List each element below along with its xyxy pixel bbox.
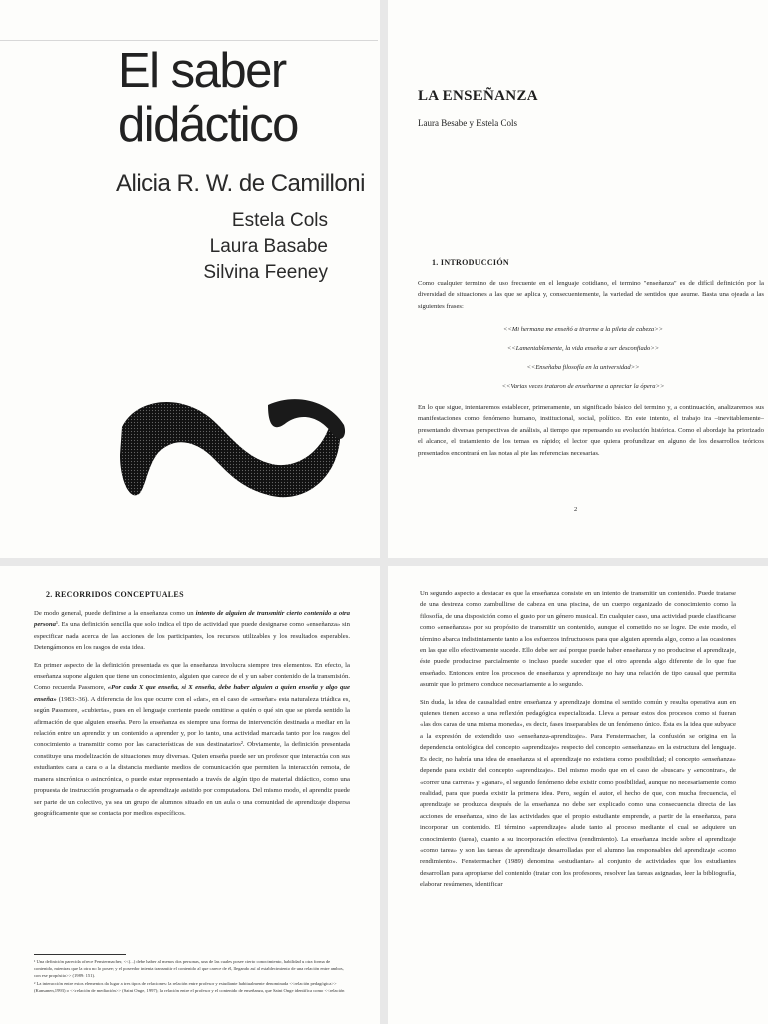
chapter-authors: Laura Besabe y Estela Cols bbox=[418, 118, 517, 128]
continuation-page bbox=[388, 566, 768, 1024]
page-number: 2 bbox=[574, 506, 578, 513]
paragraph bbox=[34, 608, 350, 654]
book-title-line-2: didáctico bbox=[118, 98, 298, 152]
coauthor: Silvina Feeney bbox=[203, 262, 328, 283]
passmore-quote: «Por cada X que enseña, si X enseña, debe haber alguien a quien enseña y algo que enseña» bbox=[34, 684, 350, 703]
paragraph-text: (1983:-36). A diferencia de los que ocurre con el «dar», en el caso de «enseñar» esta naturaleza triádica es, según Passmore, «cubierta», pues en el lenguaje corriente puede omitirse a quién o qué sin que se pierda sentido la afirmación de que alguien enseña. Pero la enseñanza es siempre una forma de intervención destinada a mediar en la relación entre un aprendiz y un contenido a aprender y, por lo tanto, una actividad marcada tanto por los rasgos del conocimiento a transmitir como por las características de sus destinatarios². Obviamente, la definición presentada constituye una modelización de situaciones muy diversas. Quien enseña puede ser un profesor que interactúa con sus estudiantes cara a cara o a la distancia mediante medios de comunicación que permiten la interacción remota, de manera sincrónica o asincrónica, o puede estar representado a través de algún tipo de material didáctico, como una propuesta de instrucción programada o de aprendizaje asistido por computadora. Del mismo modo, el aprendiz puede ser parte de un colectivo, ya sea un grupo de alumnos situado en un aula o una comunidad de aprendizaje dispersa geográficamente que se contacta por medios específicos. bbox=[34, 695, 350, 817]
coauthors-list bbox=[160, 208, 370, 286]
paragraph-text: En lo que sigue, intentaremos establecer, primeramente, un significado básico del termino y, a continuación, analizaremos sus manifestaciones como fenómeno humano, institucional, social, político. En este intento, el trabajo ira –inevitablemente– presentando diversas perspectivas de análisis, al tiempo que repensando su evolución histórica. Como el abordaje ha priorizado el alcance, el tratamiento de los temas es rápido; el lector que quiera profundizar en alguno de los desarrollos teóricos presentados encontrará en las notas al pie las referencias necesarias. bbox=[418, 404, 764, 457]
quote-line: <<Lamentablemente, la vida enseña a ser desconfiado>> bbox=[506, 345, 660, 352]
section-heading-introduccion: 1. INTRODUCCIÓN bbox=[432, 258, 509, 267]
paragraph-text: De modo general, puede definirse a la enseñanza como un bbox=[34, 610, 196, 617]
book-title bbox=[118, 44, 368, 152]
quote-line: <<Varias veces trataron de enseñarme a apreciar la ópera>> bbox=[501, 383, 665, 390]
concepts-page bbox=[0, 566, 380, 1024]
paragraph-text: Como cualquier termino de uso frecuente en el lenguaje cotidiano, el termino "enseñanza" es de difícil definición por la diversidad de situaciones a las que se aplica y, consecuentemente, la variedad de sentidos que asume. Basta una ojeada a las siguientes frases: bbox=[418, 280, 764, 310]
chapter-intro-page bbox=[388, 0, 768, 558]
footnote-divider bbox=[34, 954, 126, 955]
coauthor: Estela Cols bbox=[231, 210, 328, 231]
section-heading-recorridos: 2. RECORRIDOS CONCEPTUALES bbox=[46, 590, 184, 599]
footnote: ² La interacción entre estos elementos da lugar a tres tipos de relaciones: la relación entre profesor y estudiante habitualmente denominada <<relación pedagógica>> (Kansanen,1993) o <<relación de mediación>> (Saint Onge, 1997); la relación entre el profesor y el contenido de enseñanza, que Saint Onge identifica como <<relación bbox=[34, 980, 345, 993]
concepts-body bbox=[34, 608, 350, 825]
coauthor: Laura Basabe bbox=[209, 236, 328, 257]
intro-paragraph-1 bbox=[418, 278, 764, 318]
quote-line: <<Enseñaba filosofía en la universidad>> bbox=[526, 364, 640, 371]
paragraph-text: Sin duda, la idea de causalidad entre enseñanza y aprendizaje domina el sentido común y resulta operativa aun en quienes tienen acceso a una reflexión pedagógica especializada. Lleva a pensar estos dos procesos como si fueran «las dos caras de una misma moneda», es decir, fases inseparables de un fenómeno único. Ésta es la idea que subyace a la expresión de extendido uso «enseñanza-aprendizaje». Para Fenstermacher, la confusión se origina en la dependencia ontológica del concepto «aprendizaje» respecto del concepto «enseñanza» en la estructura del lenguaje. Es decir, no habría una idea de enseñanza si el aprendizaje no existiera como posibilidad; el concepto «enseñanza» depende para existir del concepto «aprendizaje». Del mismo modo que en el caso de «buscar» y «encontrar», de «correr una carrera» y «ganar», el segundo fenómeno debe existir como posibilidad, aunque no necesariamente como realidad, para que pueda existir la primera idea. Pero, según el autor, el hecho de que, con mucha frecuencia, el aprendizaje se produzca después de la enseñanza no debe ser explicado como una consecuencia directa de las acciones de enseñanza, sino de las actividades que el propio estudiante emprende, a partir de la enseñanza, para incorporar un contenido. El término «aprendizaje» alude tanto al proceso mediante el cual se adquiere un conocimiento (tarea), cuanto a su incorporación efectiva (rendimiento). La enseñanza incide sobre el aprendizaje «como tarea» y son las tareas de aprendizaje desarrolladas por el alumno las responsables del aprendizaje «como rendimiento». Fenstermacher (1989) denomina «estudiantar» al conjunto de actividades que los estudiantes desarrollan para apropiarse del contenido (tratar con los profesores, resolver las tareas asignadas, leer la bibliografía, elaborar resúmenes, identificar bbox=[420, 698, 736, 889]
paragraph-text: Un segundo aspecto a destacar es que la enseñanza consiste en un intento de transmitir un contenido. Puede tratarse de una destreza como zambullirse de cabeza en una piscina, de un cuerpo organizado de conocimiento como la filosofía, de una disposición como el gusto por un género musical. En cualquier caso, una actividad puede clasificarse como «enseñanza» por su propósito de transmitir un contenido, aunque el cometido no se logre. De este modo, el término abarca indistintamente tanto a los esfuerzos infructuosos para que alguien aprenda algo, como a las ocasiones en las que ello efectivamente sucede. Ello debe ser así porque puede haber enseñanza y no producirse el aprendizaje, éste puede producirse parcialmente o incluso puede suceder que el otro aprenda algo diferente de lo que fue enseñado. Entonces entre los procesos de enseñanza y aprendizaje no hay una relación de tipo causal que permita asumir que lo primero conduce necesariamente a lo segundo. bbox=[420, 590, 736, 689]
definition-emphasis: intento de alguien de transmitir cierto contenido a otra persona bbox=[34, 610, 351, 629]
cover-top-strip bbox=[0, 0, 378, 41]
paragraph-text: En primer aspecto de la definición presentada es que la enseñanza involucra siempre tres elementos. En efecto, la enseñanza supone alguien que tiene un conocimiento, alguien que carece de el y un saber contenido de la transmisión. Como recuerda Passmore, bbox=[34, 661, 350, 692]
intro-paragraph-2 bbox=[418, 402, 764, 465]
footnote: ¹ Una definición parecida ofrece Fenstermacher, <<(...) debe haber al menos dos personas, una de las cuales posee cierto conocimiento, habilidad u otra forma de contenido, mientras que la otra no lo posee; y el poseedor intenta transmitir el contenido al que carece de él, llegando así al establecimiento de una relación entre ambos, con ese propósito>> (1989: 151). bbox=[34, 959, 344, 979]
book-cover-page bbox=[0, 0, 380, 558]
chapter-title: LA ENSEÑANZA bbox=[418, 88, 538, 104]
example-quotes bbox=[418, 320, 748, 396]
book-title-line-1: El saber bbox=[118, 44, 286, 98]
continuation-body bbox=[420, 588, 736, 897]
paragraph-text: ¹. Es una definición sencilla que solo indica el tipo de actividad que puede designarse como «enseñanza» sin especificar nada acerca de las acciones de los participantes, los recursos utilizables y los resultados esperables. Detengámonos en los rasgos de esta idea. bbox=[34, 621, 350, 652]
quote-line: <<Mi hermana me enseñó a tirarme a la pileta de cabeza>> bbox=[503, 326, 663, 333]
main-author: Alicia R. W. de Camilloni bbox=[116, 170, 365, 197]
footnotes bbox=[34, 958, 350, 994]
infinity-ribbon-logo-icon bbox=[118, 385, 348, 510]
paragraph bbox=[34, 660, 350, 820]
